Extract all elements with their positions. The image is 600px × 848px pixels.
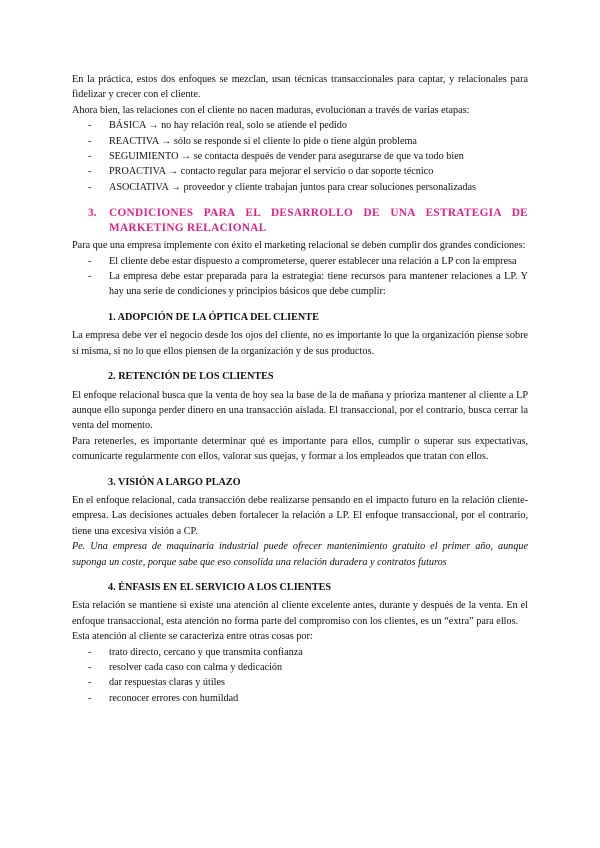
list-item: - BÁSICA → no hay relación real, solo se atiende el pedido	[72, 118, 528, 133]
list-item: - SEGUIMIENTO → se contacta después de vender para asegurarse de que va todo bien	[72, 149, 528, 164]
subsection-text: Para retenerles, es importante determinar qué es importante para ellos, cumplir o superar sus expectativas, comunicarte regularmente con ellos, valorar sus quejas, y formar a los empleados que tratan con ellos.	[72, 435, 528, 463]
list-item: - La empresa debe estar preparada para la estrategia: tiene recursos para mantener relaciones a LP. Y hay una serie de condiciones y principios básicos que debe cumplir:	[72, 269, 528, 300]
list-item: - ASOCIATIVA → proveedor y cliente trabajan juntos para crear soluciones personalizadas	[72, 180, 528, 195]
traits-list	[72, 645, 528, 707]
stages-list	[72, 118, 528, 195]
subsection-title: 3. VISIÓN A LARGO PLAZO	[108, 476, 241, 488]
subsection-text: El enfoque relacional busca que la venta de hoy sea la base de la de mañana y prioriza mantener al cliente a LP aunque ello suponga perder dinero en una transacción aislada. El transaccional, por el contrario, busca cerrar la venta del momento.	[72, 389, 528, 432]
intro-paragraph: En la práctica, estos dos enfoques se mezclan, usan técnicas transaccionales para captar, y relacionales para fidelizar y crecer con el cliente.	[72, 74, 528, 101]
subsection-text: La empresa debe ver el negocio desde los ojos del cliente, no es importante lo que la organización piense sobre sí misma, si no lo que ellos piensen de la organización y de sus productos.	[72, 330, 528, 357]
conditions-list	[72, 254, 528, 300]
list-item: - resolver cada caso con calma y dedicación	[72, 660, 528, 675]
subsection-text: Esta relación se mantiene si existe una atención al cliente excelente antes, durante y después de la venta. En el enfoque transaccional, esta atención no forma parte del compromiso con los clientes, es un “extra” para ellos.	[72, 600, 528, 627]
list-item: - PROACTIVA → contacto regular para mejorar el servicio o dar soporte técnico	[72, 164, 528, 179]
subsection-title: 4. ÉNFASIS EN EL SERVICIO A LOS CLIENTES	[108, 581, 332, 593]
section-heading	[72, 206, 528, 235]
subsection-text: En el enfoque relacional, cada transacción debe realizarse pensando en el impacto futuro en la relación cliente-empresa. Las decisiones actuales deben fortalecer la relación a LP. El enfoque transaccional, por el contrario, tiene una excesiva visión a CP.	[72, 494, 528, 537]
subsection-text: Esta atención al cliente se caracteriza entre otras cosas por:	[72, 631, 313, 643]
subsection-title: 2. RETENCIÓN DE LOS CLIENTES	[108, 371, 274, 383]
list-item: - El cliente debe estar dispuesto a comprometerse, querer establecer una relación a LP con la empresa	[72, 254, 528, 269]
example-text: Pe. Una empresa de maquinaria industrial puede ofrecer mantenimiento gratuito el primer año, aunque suponga un coste, porque sabe que eso consolida una relación duradera y contratos futuros	[72, 541, 528, 568]
list-item: - dar respuestas claras y útiles	[72, 675, 528, 690]
section-number: 3.	[88, 207, 97, 220]
list-item: - REACTIVA → sólo se responde si el cliente lo pide o tiene algún problema	[72, 134, 528, 149]
list-item: - reconocer errores con humildad	[72, 691, 528, 706]
subsection-title: 1. ADOPCIÓN DE LA ÓPTICA DEL CLIENTE	[108, 311, 319, 323]
list-item: - trato directo, cercano y que transmita confianza	[72, 645, 528, 660]
section-title: CONDICIONES PARA EL DESARROLLO DE UNA ESTRATEGIA DE MARKETING RELACIONAL	[109, 207, 528, 234]
stages-lead: Ahora bien, las relaciones con el cliente no nacen maduras, evolucionan a través de varias etapas:	[72, 104, 470, 116]
section-lead: Para que una empresa implemente con éxito el marketing relacional se deben cumplir dos grandes condiciones:	[72, 240, 526, 252]
